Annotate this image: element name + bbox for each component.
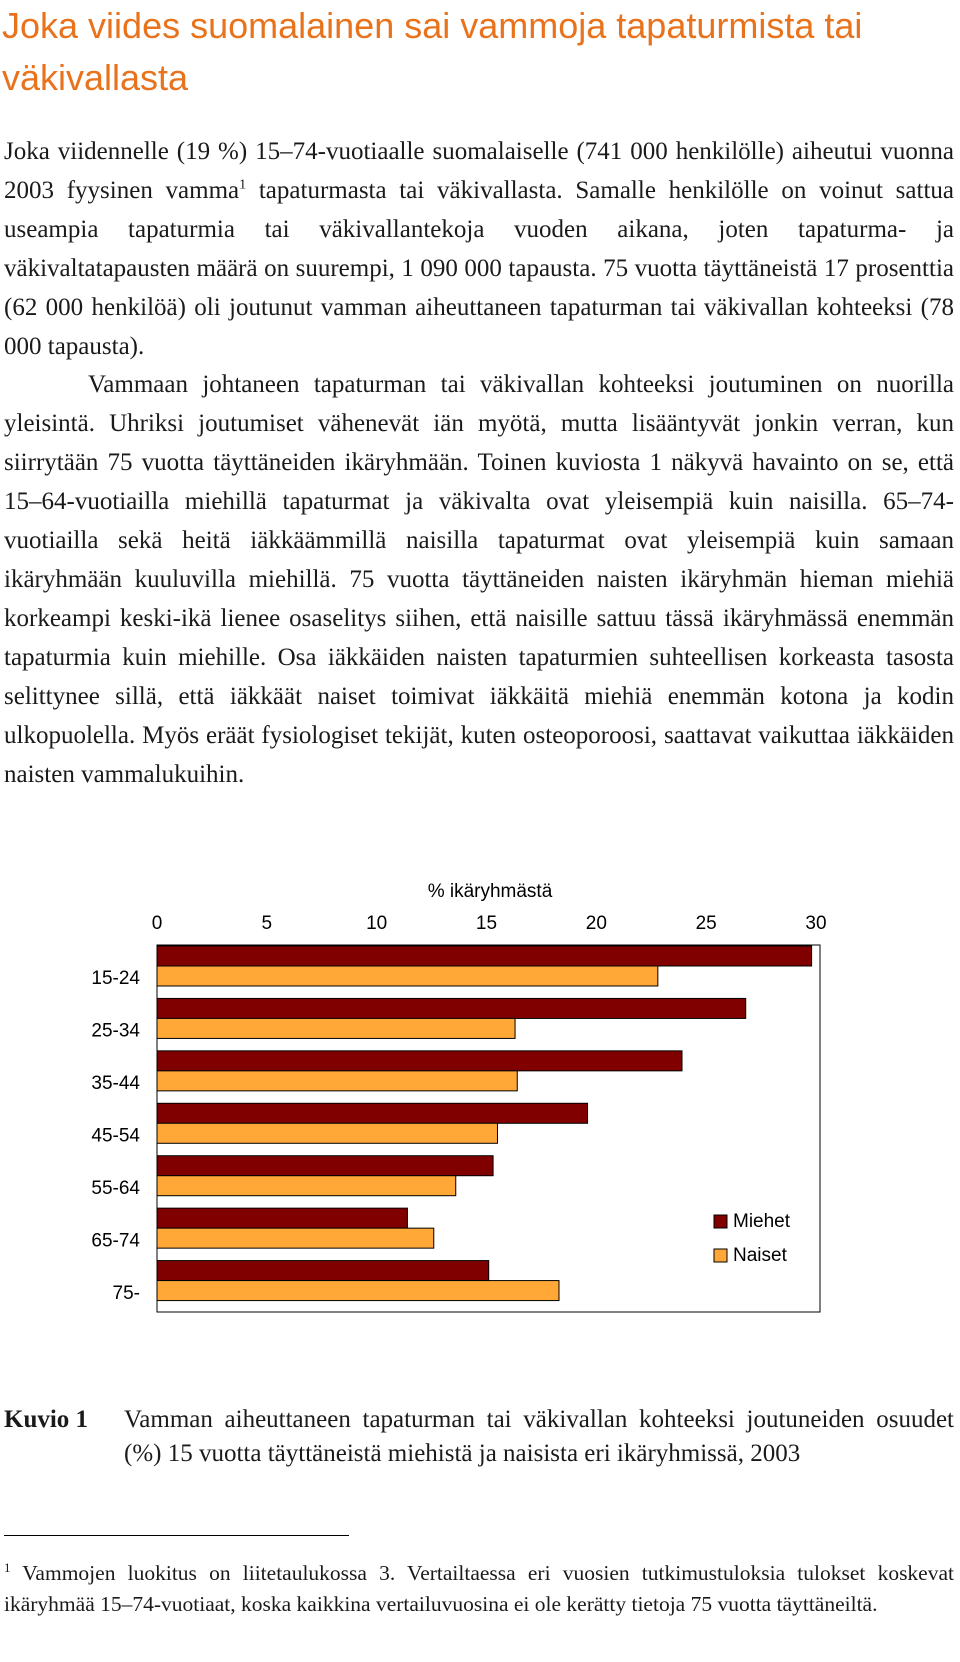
footnote-text: Vammojen luokitus on liitetaulukossa 3. Vertailtaessa eri vuosien tutkimustuloksia tulokset koskevat ikäryhmää 15–74-vuotiaat, koska kaikkina vertailuvuosina ei ole kerätty tietoja 75 vuotta täyttäneiltä. xyxy=(4,1561,954,1616)
bar-naiset-35-44 xyxy=(157,1071,517,1091)
bar-naiset-45-54 xyxy=(157,1123,497,1143)
footnote-divider xyxy=(4,1535,349,1536)
legend-swatch-miehet xyxy=(714,1215,727,1228)
bar-miehet-45-54 xyxy=(157,1103,588,1123)
legend-swatch-naiset xyxy=(714,1249,727,1262)
chart-title: % ikäryhmästä xyxy=(427,881,553,902)
y-category-label: 45-54 xyxy=(91,1125,140,1147)
y-category-label: 35-44 xyxy=(91,1073,140,1095)
y-category-label: 15-24 xyxy=(91,968,140,990)
x-tick-label: 0 xyxy=(151,913,163,934)
paragraph-1-text-b: tapaturmasta tai väkivallasta. Samalle henkilölle on voinut sattua useampia tapaturmia tai väkivallantekoja vuoden aikana, joten tapaturma- ja väkivaltatapausten määrä on suurempi, 1 090 000 tapausta. 75 vuotta täyttäneistä 17 prosenttia (62 000 henkilöä) oli joutunut vamman aiheuttaneen tapaturman tai väkivallan kohteeksi (78 000 tapausta). xyxy=(4,176,954,360)
x-tick-label: 5 xyxy=(261,913,273,934)
y-category-label: 65-74 xyxy=(91,1230,140,1252)
bar-naiset-55-64 xyxy=(157,1176,456,1196)
page-title: Joka viides suomalainen sai vammoja tapaturmista tai väkivallasta xyxy=(2,5,863,98)
x-tick-label: 10 xyxy=(366,913,388,934)
body-text xyxy=(4,133,954,794)
paragraph-1-text-a: Joka viidennelle (19 %) 15–74-vuotiaalle suomalaiselle (741 000 henkilölle) aiheutui vuonna 2003 fyysinen vamma xyxy=(4,138,954,204)
legend-label-naiset: Naiset xyxy=(733,1245,787,1266)
bar-miehet-35-44 xyxy=(157,1051,682,1071)
bar-naiset-25-34 xyxy=(157,1018,515,1038)
bar-naiset-65-74 xyxy=(157,1228,434,1248)
x-tick-label: 15 xyxy=(475,913,498,934)
footnote-reference: 1 xyxy=(239,177,247,193)
y-category-label: 75- xyxy=(112,1282,140,1304)
footnote xyxy=(4,1558,954,1620)
bar-naiset-75- xyxy=(157,1281,559,1301)
footnote-marker: 1 xyxy=(4,1559,11,1575)
x-tick-label: 20 xyxy=(585,913,607,934)
bar-miehet-25-34 xyxy=(157,998,746,1018)
x-tick-label: 25 xyxy=(695,913,717,934)
y-category-label: 25-34 xyxy=(91,1020,140,1042)
paragraph-1 xyxy=(4,133,954,366)
legend-label-miehet: Miehet xyxy=(733,1211,791,1232)
bar-miehet-75- xyxy=(157,1261,489,1281)
bar-chart xyxy=(0,881,960,1315)
paragraph-2: Vammaan johtaneen tapaturman tai väkivallan kohteeksi joutuminen on nuorilla yleisintä. Uhriksi joutumiset vähenevät iän myötä, mutta lisääntyvät jonkin verran, kun siirrytään 75 vuotta täyttäneiden ikäryhmään. Toinen kuviosta 1 näkyvä havainto on se, että 15–64-vuotiailla miehillä tapaturmat ja väkivalta ovat yleisempiä kuin naisilla. 65–74-vuotiailla sekä heitä iäkkäämmillä naisilla tapaturmat ovat yleisempiä kuin samaan ikäryhmään kuuluvilla miehillä. 75 vuotta täyttäneiden naisten ikäryhmän hieman miehiä korkeampi keski-ikä lienee osaselitys siihen, että naisille sattuu tässä ikäryhmässä enemmän tapaturmia kuin miehille. Osa iäkkäiden naisten tapaturmien suhteellisen korkeasta tasosta selittynee sillä, että iäkkäät naiset toimivat iäkkäitä miehiä enemmän kotona ja kodin ulkopuolella. Myös eräät fysiologiset tekijät, kuten osteoporoosi, saattavat vaikuttaa iäkkäiden naisten vammalukuihin. xyxy=(4,371,954,788)
caption-text: Vamman aiheuttaneen tapaturman tai väkivallan kohteeksi joutuneiden osuudet (%) 15 vuotta täyttäneistä miehistä ja naisista eri ikäryhmissä, 2003 xyxy=(124,1406,954,1467)
y-category-label: 55-64 xyxy=(91,1177,140,1199)
x-tick-label: 30 xyxy=(805,913,827,934)
bar-miehet-55-64 xyxy=(157,1156,493,1176)
bar-miehet-15-24 xyxy=(157,946,812,966)
caption-label: Kuvio 1 xyxy=(4,1406,89,1433)
bar-naiset-15-24 xyxy=(157,966,658,986)
bar-miehet-65-74 xyxy=(157,1208,407,1228)
